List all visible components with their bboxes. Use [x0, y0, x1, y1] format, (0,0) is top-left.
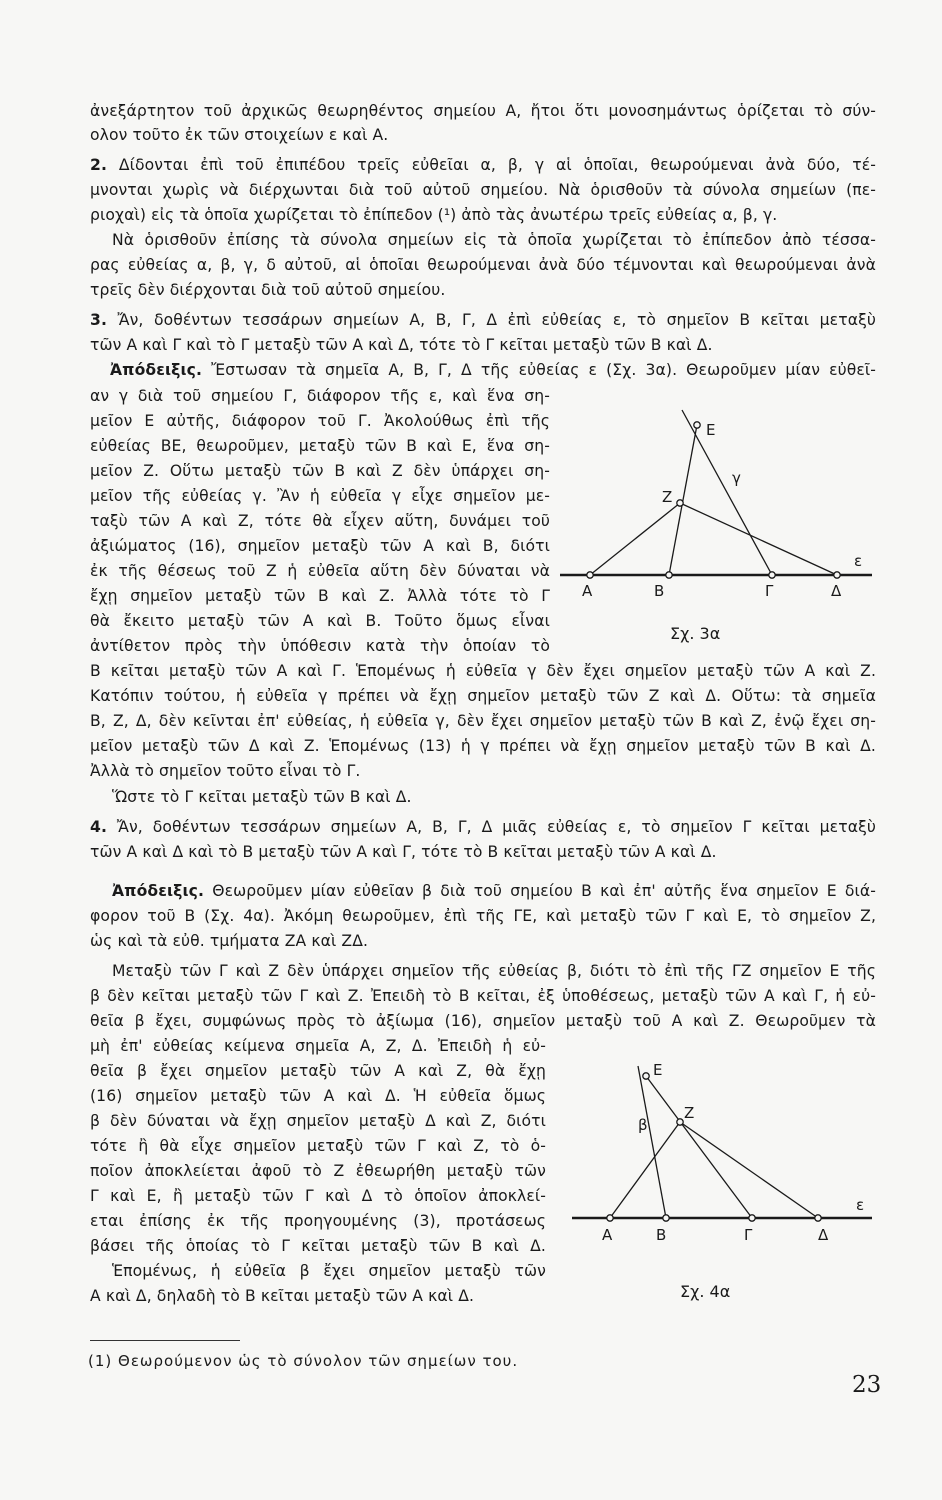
label-beta: β: [638, 1116, 648, 1134]
footnote: (1) Θεωρούμενον ὡς τὸ σύνολον τῶν σημείων του.: [88, 1352, 519, 1370]
text-line: ἐκ τῆς θέσεως τοῦ Ζ ἡ εὐθεῖα αὕτη δὲν δύναται νὰ: [90, 562, 550, 580]
text-line: θὰ ἔκειτο μεταξὺ τῶν Α καὶ Β. Τοῦτο ὅμως εἶναι: [90, 612, 550, 630]
text-line-3: [90, 309, 876, 331]
point-D: [834, 572, 840, 578]
point-B: [666, 572, 672, 578]
exercise-number: 4.: [90, 818, 107, 836]
point-E: [643, 1073, 649, 1079]
text-span: Ἄν, δοθέντων τεσσάρων σημείων Α, Β, Γ, Δ ἐπὶ εὐθείας ε, τὸ σημεῖον Β κεῖται μεταξὺ: [117, 311, 876, 329]
label-E: Ε: [653, 1061, 663, 1079]
segment-ZA: [610, 1122, 680, 1218]
label-D: Δ: [818, 1226, 829, 1244]
text-line: Κατόπιν τούτου, ἡ εὐθεῖα γ πρέπει νὰ ἔχῃ σημεῖον μεταξὺ τῶν Ζ καὶ Δ. Οὕτω: τὰ σημεῖα: [90, 687, 876, 705]
segment-BE: [669, 425, 697, 575]
label-B: Β: [654, 582, 665, 600]
label-gamma: γ: [732, 469, 741, 487]
point-G: [769, 572, 775, 578]
text-line: Β κεῖται μεταξὺ τῶν Α καὶ Γ. Ἑπομένως ἡ εὐθεῖα γ δὲν ἔχει σημεῖον μεταξὺ τῶν Α καὶ Ζ.: [90, 662, 876, 680]
point-D: [815, 1215, 821, 1221]
line-g: [682, 410, 772, 575]
text-line: τρεῖς δὲν διέρχονται διὰ τοῦ αὐτοῦ σημείου.: [90, 281, 446, 299]
text-line: β δὲν κεῖται μεταξὺ τῶν Γ καὶ Ζ. Ἐπειδὴ τὸ Β κεῖται, ἐξ ὑποθέσεως, μεταξὺ τῶν Α καὶ Γ, ἡ εὐ-: [90, 987, 876, 1005]
text-line: εται ἐπίσης ἐκ τῆς προηγουμένης (3), προτάσεως: [90, 1212, 546, 1230]
text-line: μεῖον μεταξὺ τῶν Δ καὶ Ζ. Ἑπομένως (13) ἡ γ πρέπει νὰ ἔχῃ σημεῖον μεταξὺ τῶν Β καὶ Δ.: [90, 737, 876, 755]
text-line: βάσει τῆς ὁποίας τὸ Γ κεῖται μεταξὺ τῶν Β καὶ Δ.: [90, 1237, 546, 1255]
text-line: ἀντίθετον πρὸς τὴν ὑπόθεσιν κατὰ τὴν ὁποίαν τὸ: [90, 637, 550, 655]
text-line: θεῖα β ἔχει σημεῖον μεταξὺ τῶν Α καὶ Ζ, θὰ ἔχῃ: [90, 1062, 546, 1080]
segment-ZD: [680, 1122, 818, 1218]
label-G: Γ: [744, 1226, 753, 1244]
point-G: [749, 1215, 755, 1221]
text-line: εὐθείας ΒΕ, θεωροῦμεν, μεταξὺ τῶν Β καὶ Ε, ἕνα ση-: [90, 437, 550, 455]
segment-ZD: [680, 503, 837, 575]
label-epsilon: ε: [856, 1196, 865, 1214]
segment-AZ: [590, 503, 680, 575]
figure-4a: [570, 1050, 890, 1250]
text-line: Μεταξὺ τῶν Γ καὶ Ζ δὲν ὑπάρχει σημεῖον τῆς εὐθείας β, διότι τὸ ἐπὶ τῆς ΓΖ σημεῖον Ε τῆς: [112, 962, 876, 980]
text-line: ρας εὐθείας α, β, γ, δ αὐτοῦ, αἱ ὁποῖαι θεωρούμεναι ἀνὰ δύο τέμνονται καὶ θεωρούμεναι ἀνὰ: [90, 256, 876, 274]
text-line: Νὰ ὁρισθοῦν ἐπίσης τὰ σύνολα σημείων εἰς τὰ ὁποῖα χωρίζεται τὸ ἐπίπεδον ἀπὸ τέσσα-: [112, 231, 876, 249]
text-line: τῶν Α καὶ Γ καὶ τὸ Γ μεταξὺ τῶν Α καὶ Δ, τότε τὸ Γ κεῖται μεταξὺ τῶν Β καὶ Δ.: [90, 336, 713, 354]
text-line-2: [90, 154, 876, 176]
text-line: μνονται χωρὶς νὰ διέρχωνται διὰ τοῦ αὐτοῦ σημείου. Νὰ ὁρισθοῦν τὰ σύνολα σημείων (πε-: [90, 181, 876, 199]
proof-heading: Ἀπόδειξις.: [112, 882, 205, 900]
label-A: Α: [602, 1226, 613, 1244]
label-Z: Ζ: [662, 488, 673, 506]
text-line: τῶν Α καὶ Δ καὶ τὸ Β μεταξὺ τῶν Α καὶ Γ, τότε τὸ Β κεῖται μεταξὺ τῶν Α καὶ Δ.: [90, 843, 717, 861]
label-E: Ε: [706, 421, 716, 439]
exercise-number: 2.: [90, 156, 107, 174]
text-line: μὴ ἐπ' εὐθείας κείμενα σημεῖα Α, Ζ, Δ. Ἐπειδὴ ἡ εὐ-: [90, 1037, 546, 1055]
text-line: ταξὺ τῶν Α καὶ Ζ, τότε θὰ εἶχεν αὕτη, δυνάμει τοῦ: [90, 512, 550, 530]
text-line: φορον τοῦ Β (Σχ. 4α). Ἀκόμη θεωροῦμεν, ἐπὶ τῆς ΓΕ, καὶ μεταξὺ τῶν Γ καὶ Ε, τὸ σημεῖον Ζ,: [90, 907, 876, 925]
text-line: ολον τοῦτο ἐκ τῶν στοιχείων ε καὶ Α.: [90, 126, 389, 144]
label-A: Α: [582, 582, 593, 600]
label-Z: Ζ: [684, 1104, 695, 1122]
text-line: Ἀλλὰ τὸ σημεῖον τοῦτο εἶναι τὸ Γ.: [90, 762, 361, 780]
proof-line: [110, 359, 876, 381]
point-B: [663, 1215, 669, 1221]
figure-3a: [550, 395, 890, 615]
text-line: ἀνεξάρτητον τοῦ ἀρχικῶς θεωρηθέντος σημείου Α, ἤτοι ὅτι μονοσημάντως ὁρίζεται τὸ σύν-: [90, 102, 876, 120]
exercise-number: 3.: [90, 311, 107, 329]
point-A: [607, 1215, 613, 1221]
proof-line: [112, 880, 876, 902]
text-line: τότε ἢ θὰ εἶχε σημεῖον μεταξὺ τῶν Γ καὶ Ζ, τὸ ὁ-: [90, 1137, 546, 1155]
text-line: ἔχῃ σημεῖον μεταξὺ τῶν Β καὶ Ζ. Ἀλλὰ τότε τὸ Γ: [90, 587, 550, 605]
point-Z: [677, 500, 683, 506]
point-Z: [677, 1119, 683, 1125]
figure-4a-caption: Σχ. 4α: [680, 1282, 731, 1301]
text-span: Ἄν, δοθέντων τεσσάρων σημείων Α, Β, Γ, Δ μιᾶς εὐθείας ε, τὸ σημεῖον Γ κεῖται μεταξὺ: [116, 818, 876, 836]
label-B: Β: [656, 1226, 667, 1244]
text-line: μεῖον τῆς εὐθείας γ. Ἂν ἡ εὐθεῖα γ εἶχε σημεῖον με-: [90, 487, 550, 505]
text-line: ποῖον ἀποκλείεται ἀφοῦ τὸ Ζ ἐθεωρήθη μεταξὺ τῶν: [90, 1162, 546, 1180]
text-span: Θεωροῦμεν μίαν εὐθεῖαν β διὰ τοῦ σημείου Β καὶ ἐπ' αὐτῆς ἕνα σημεῖον Ε διά-: [212, 882, 877, 900]
point-E: [694, 422, 700, 428]
text-line: ὡς καὶ τὰ εὐθ. τμήματα ΖΑ καὶ ΖΔ.: [90, 932, 369, 950]
text-line: μεῖον Ζ. Οὕτω μεταξὺ τῶν Β καὶ Ζ δὲν ὑπάρχει ση-: [90, 462, 550, 480]
point-A: [587, 572, 593, 578]
text-line: (16) σημεῖον μεταξὺ τῶν Α καὶ Δ. Ἡ εὐθεῖα ὅμως: [90, 1087, 546, 1105]
proof-heading: Ἀπόδειξις.: [110, 361, 203, 379]
text-line: θεῖα β ἔχει, συμφώνως πρὸς τὸ ἀξίωμα (16), σημεῖον μεταξὺ τοῦ Α καὶ Ζ. Θεωροῦμεν τὰ: [90, 1012, 876, 1030]
text-span: Ἔστωσαν τὰ σημεῖα Α, Β, Γ, Δ τῆς εὐθείας ε (Σχ. 3α). Θεωροῦμεν μίαν εὐθεῖ-: [211, 361, 876, 379]
text-line-4: [90, 816, 876, 838]
text-line: αν γ διὰ τοῦ σημείου Γ, διάφορον τῆς ε, καὶ ἕνα ση-: [90, 387, 550, 405]
page-number: 23: [852, 1372, 882, 1398]
text-line: ἀξιώματος (16), σημεῖον μεταξὺ τῶν Α καὶ Β, διότι: [90, 537, 550, 555]
text-line: μεῖον Ε αὐτῆς, διάφορον τοῦ Γ. Ἀκολούθως ἐπὶ τῆς: [90, 412, 550, 430]
figure-3a-caption: Σχ. 3α: [670, 624, 721, 643]
text-line: Α καὶ Δ, δηλαδὴ τὸ Β κεῖται μεταξὺ τῶν Α καὶ Δ.: [90, 1287, 475, 1305]
text-span: Δίδονται ἐπὶ τοῦ ἐπιπέδου τρεῖς εὐθεῖαι α, β, γ αἱ ὁποῖαι, θεωρούμεναι ἀνὰ δύο, τέ-: [118, 156, 876, 174]
text-line: Γ καὶ Ε, ἢ μεταξὺ τῶν Γ καὶ Δ τὸ ὁποῖον ἀποκλεί-: [90, 1187, 546, 1205]
text-line: Β, Ζ, Δ, δὲν κεῖνται ἐπ' εὐθείας, ἡ εὐθεῖα γ, δὲν ἔχει σημεῖον μεταξὺ τῶν Β καὶ Ζ, ἐνῷ ἔχει ση-: [90, 712, 876, 730]
text-line: Ὥστε τὸ Γ κεῖται μεταξὺ τῶν Β καὶ Δ.: [112, 788, 412, 806]
label-G: Γ: [765, 582, 774, 600]
label-epsilon: ε: [854, 552, 863, 570]
footnote-rule: [90, 1340, 240, 1341]
text-line: ριοχαὶ) εἰς τὰ ὁποῖα χωρίζεται τὸ ἐπίπεδον (¹) ἀπὸ τὰς ἀνωτέρω τρεῖς εὐθείας α, β, γ.: [90, 206, 778, 224]
text-line: β δὲν δύναται νὰ ἔχῃ σημεῖον μεταξὺ Δ καὶ Ζ, διότι: [90, 1112, 546, 1130]
label-D: Δ: [831, 582, 842, 600]
text-line: Ἑπομένως, ἡ εὐθεῖα β ἔχει σημεῖον μεταξὺ τῶν: [112, 1262, 546, 1280]
line-b: [638, 1066, 666, 1218]
